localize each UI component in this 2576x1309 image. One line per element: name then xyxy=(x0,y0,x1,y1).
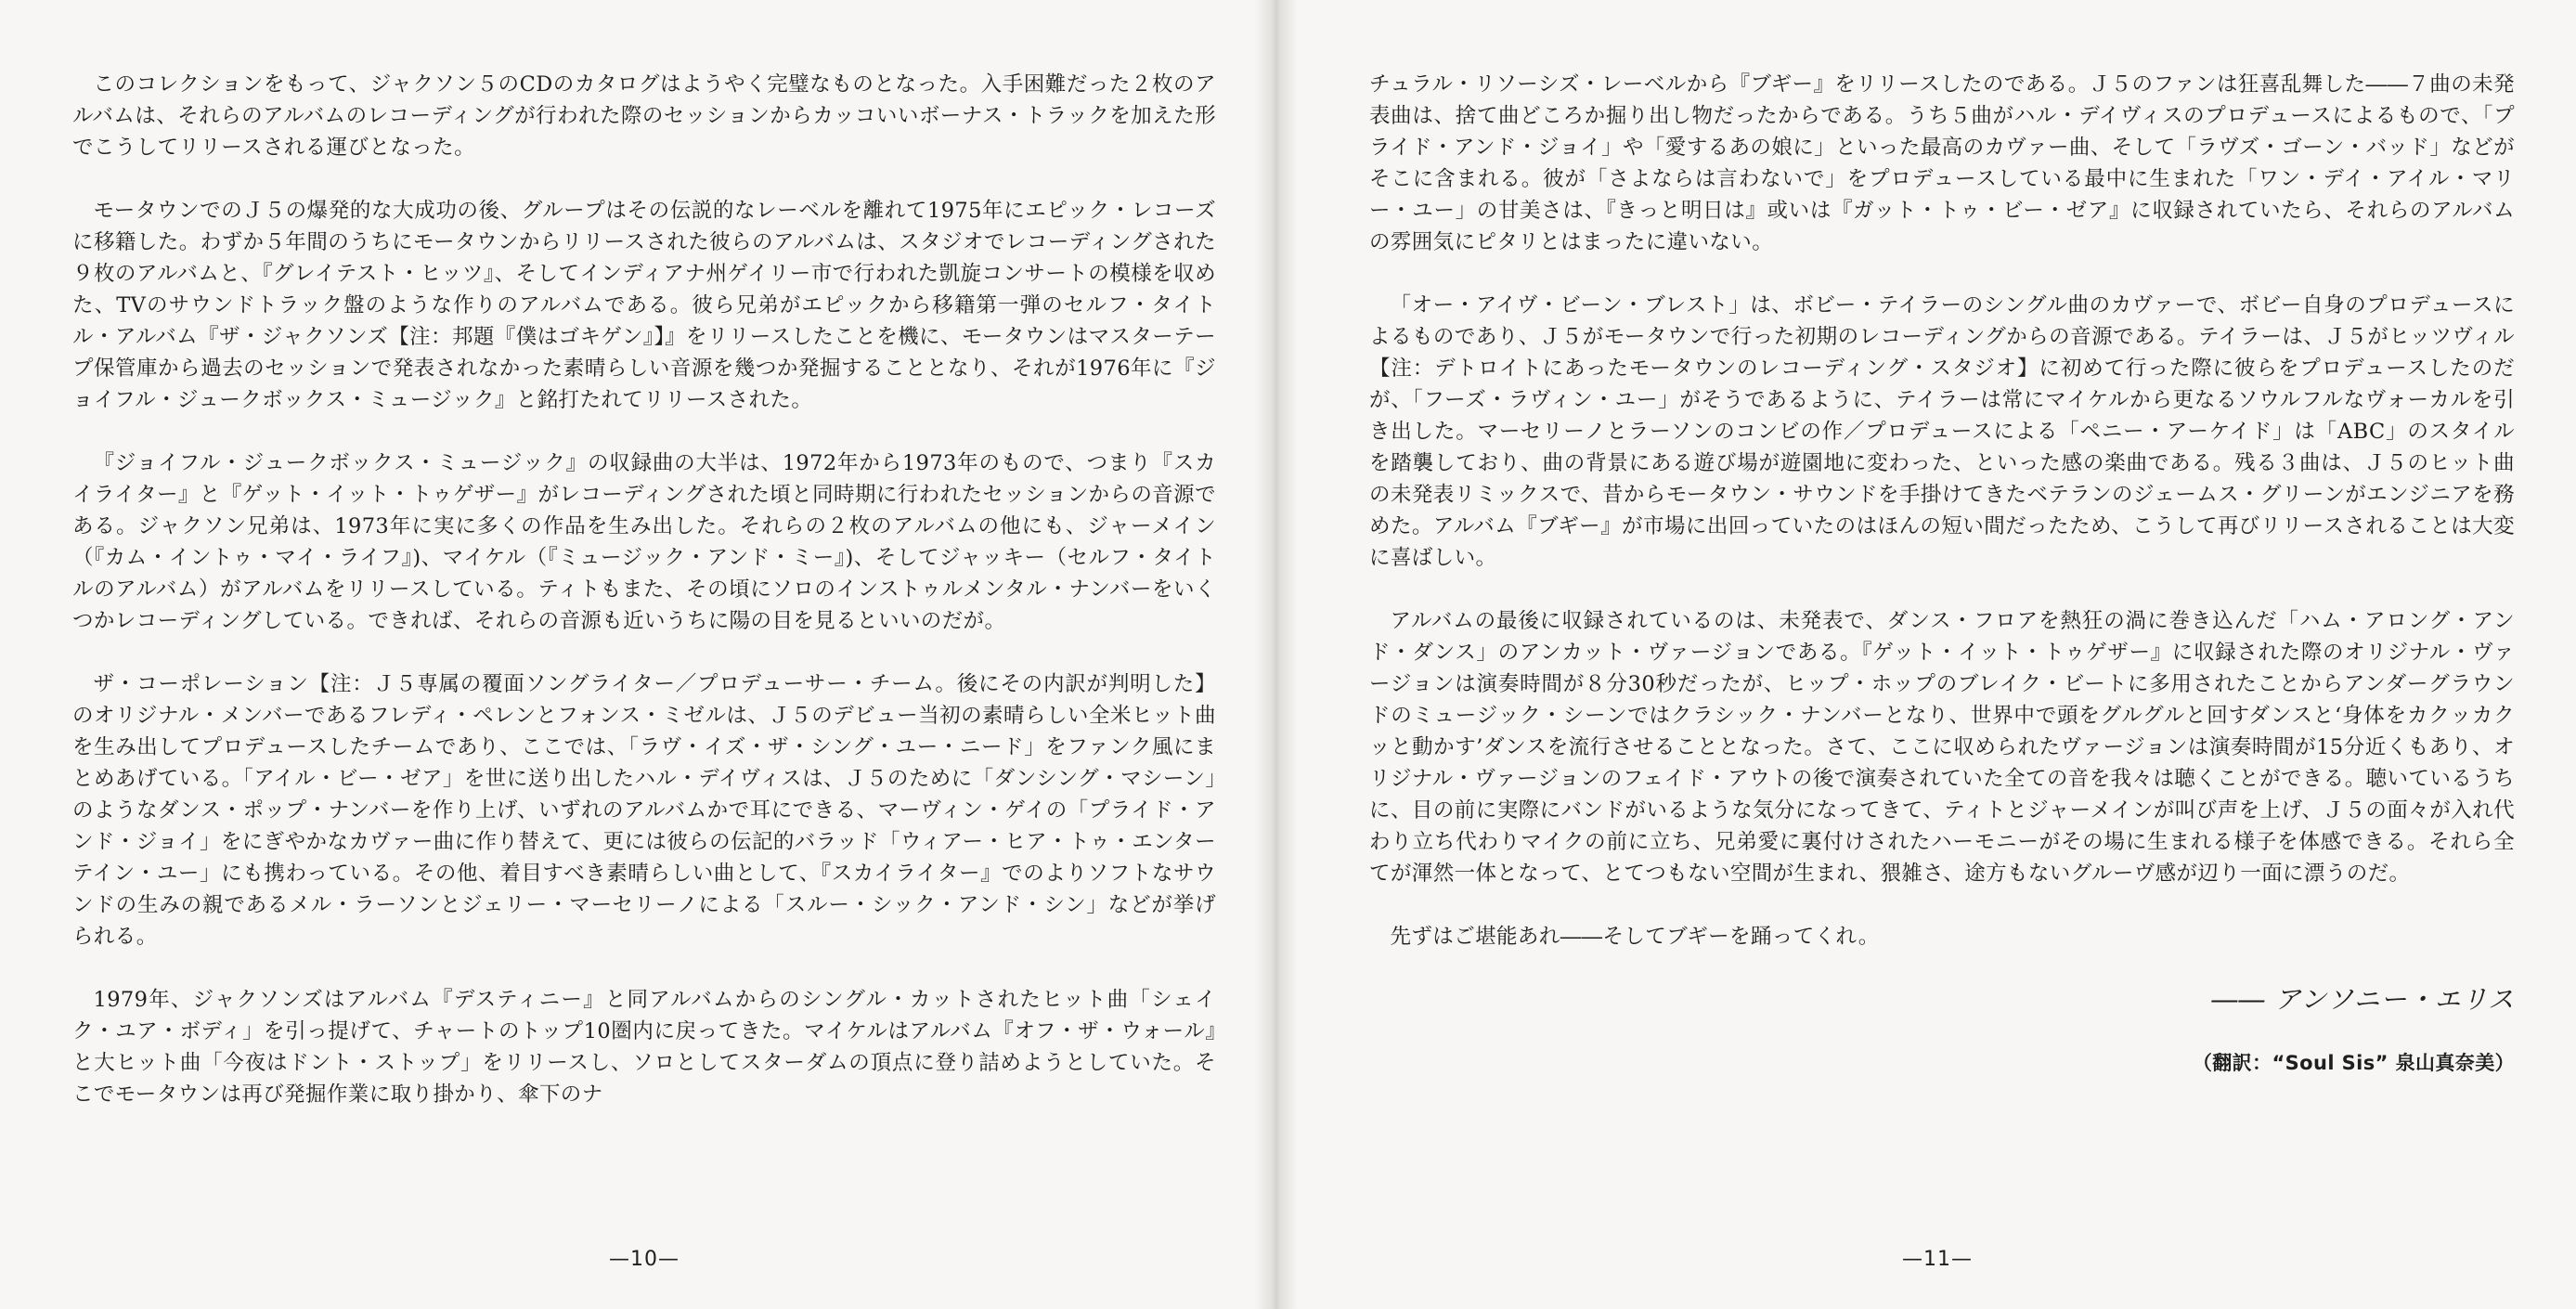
paragraph: 「オー・アイヴ・ビーン・ブレスト」は、ボビー・テイラーのシングル曲のカヴァーで、ボビー自身のプロデュースによるものであり、Ｊ５がモータウンで行った初期のレコーディングからの音源である。テイラーは、Ｊ５がヒッツヴィル【注：デトロイトにあったモータウンのレコーディング・スタジオ】に初めて行った際に彼らをプロデュースしたのだが、「フーズ・ラヴィン・ユー」がそうであるように、テイラーは常にマイケルから更なるソウルフルなヴォーカルを引き出した。マーセリーノとラーソンのコンビの作／プロデュースによる「ペニー・アーケイド」は「ABC」のスタイルを踏襲しており、曲の背景にある遊び場が遊園地に変わった、といった感の楽曲である。残る３曲は、Ｊ５のヒット曲の未発表リミックスで、昔からモータウン・サウンドを手掛けてきたベテランのジェームス・グリーンがエンジニアを務めた。アルバム『ブギー』が市場に出回っていたのはほんの短い間だったため、こうして再びリリースされることは大変に喜ばしい。 xyxy=(1369,293,2515,570)
paragraph: チュラル・リソーシズ・レーベルから『ブギー』をリリースしたのである。Ｊ５のファンは狂喜乱舞した――７曲の未発表曲は、捨て曲どころか掘り出し物だったからである。うち５曲がハル・デイヴィスのプロデュースによるもので、「プライド・アンド・ジョイ」や「愛するあの娘に」といった最高のカヴァー曲、そして「ラヴズ・ゴーン・バッド」などがそこに含まれる。彼が「さよならは言わないで」をプロデュースしている最中に生まれた「ワン・デイ・アイル・マリー・ユー」の甘美さは、『きっと明日は』或いは『ガット・トゥ・ビー・ゼア』に収録されていたら、それらのアルバムの雰囲気にピタリとはまったに違いない。 xyxy=(1369,72,2515,254)
book-spine-gutter xyxy=(1255,0,1298,1309)
author-signature: ―― アンソニー・エリス xyxy=(2211,984,2515,1015)
paragraph: 『ジョイフル・ジュークボックス・ミュージック』の収録曲の大半は、1972年から1973年のもので、つまり『スカイライター』と『ゲット・イット・トゥゲザー』がレコーディングされた頃と同時期に行われたセッションからの音源である。ジャクソン兄弟は、1973年に実に多くの作品を生み出した。それらの２枚のアルバムの他にも、ジャーメイン（『カム・イントゥ・マイ・ライフ』)、マイケル（『ミュージック・アンド・ミー』)、そしてジャッキー（セルフ・タイトルのアルバム）がアルバムをリリースしている。ティトもまた、その頃にソロのインストゥルメンタル・ナンバーをいくつかレコーディングしている。できれば、それらの音源も近いうちに陽の目を見るといいのだが。 xyxy=(72,451,1216,633)
left-page-text xyxy=(72,69,1216,1142)
paragraph: 1979年、ジャクソンズはアルバム『デスティニー』と同アルバムからのシングル・カットされたヒット曲「シェイク・ユア・ボディ」を引っ提げて、チャートのトップ10圏内に戻ってきた。マイケルはアルバム『オフ・ザ・ウォール』と大ヒット曲「今夜はドント・ストップ」をリリースし、ソロとしてスターダムの頂点に登り詰めようとしていた。そこでモータウンは再び発掘作業に取り掛かり、傘下のナ xyxy=(72,988,1216,1107)
closing-line: 先ずはご堪能あれ――そしてブギーを踊ってくれ。 xyxy=(1390,925,1880,949)
right-page xyxy=(1276,0,2576,1309)
paragraph: ザ・コーポレーション【注：Ｊ５専属の覆面ソングライター／プロデューサー・チーム。後にその内訳が判明した】のオリジナル・メンバーであるフレディ・ペレンとフォンス・ミゼルは、Ｊ５のデビュー当初の素晴らしい全米ヒット曲を生み出してプロデュースしたチームであり、ここでは、「ラヴ・イズ・ザ・シング・ユー・ニード」をファンク風にまとめあげている。「アイル・ビー・ゼア」を世に送り出したハル・デイヴィスは、Ｊ５のために「ダンシング・マシーン」のようなダンス・ポップ・ナンバーを作り上げ、いずれのアルバムかで耳にできる、マーヴィン・ゲイの「プライド・アンド・ジョイ」をにぎやかなカヴァー曲に作り替えて、更には彼らの伝記的バラッド「ウィアー・ヒア・トゥ・エンターテイン・ユー」にも携わっている。その他、着目すべき素晴らしい曲として、『スカイライター』でのよりソフトなサウンドの生みの親であるメル・ラーソンとジェリー・マーセリーノによる「スルー・シック・アンド・シン」などが挙げられる。 xyxy=(72,672,1216,949)
paragraph: このコレクションをもって、ジャクソン５のCDのカタログはようやく完璧なものとなった。入手困難だった２枚のアルバムは、それらのアルバムのレコーディングが行われた際のセッションからカッコいいボーナス・トラックを加えた形でこうしてリリースされる運びとなった。 xyxy=(72,72,1216,160)
right-page-text xyxy=(1369,69,2515,1110)
translator-credit: （翻訳：“Soul Sis” 泉山真奈美） xyxy=(2192,1052,2515,1074)
paragraph: モータウンでのＪ５の爆発的な大成功の後、グループはその伝説的なレーベルを離れて1975年にエピック・レコーズに移籍した。わずか５年間のうちにモータウンからリリースされた彼らのアルバムは、スタジオでレコーディングされた９枚のアルバムと、『グレイテスト・ヒッツ』、そしてインディアナ州ゲイリー市で行われた凱旋コンサートの模様を収めた、TVのサウンドトラック盤のような作りのアルバムである。彼ら兄弟がエピックから移籍第一弾のセルフ・タイトル・アルバム『ザ・ジャクソンズ【注：邦題『僕はゴキゲン』】』をリリースしたことを機に、モータウンはマスターテープ保管庫から過去のセッションで発表されなかった素晴らしい音源を幾つか発掘することとなり、それが1976年に『ジョイフル・ジュークボックス・ミュージック』と銘打たれてリリースされた。 xyxy=(72,199,1216,412)
paragraph: アルバムの最後に収録されているのは、未発表で、ダンス・フロアを熱狂の渦に巻き込んだ「ハム・アロング・アンド・ダンス」のアンカット・ヴァージョンである。『ゲット・イット・トゥゲザー』に収録された際のオリジナル・ヴァージョンは演奏時間が８分30秒だったが、ヒップ・ホップのブレイク・ビートに多用されたことからアンダーグラウンドのミュージック・シーンではクラシック・ナンバーとなり、世界中で頭をグルグルと回すダンスと‘身体をカクッカクッと動かす’ダンスを流行させることとなった。さて、ここに収められたヴァージョンは演奏時間が15分近くもあり、オリジナル・ヴァージョンのフェイド・アウトの後で演奏されていた全ての音を我々は聴くことができる。聴いているうちに、目の前に実際にバンドがいるような気分になってきて、ティトとジャーメインが叫び声を上げ、Ｊ５の面々が入れ代わり立ち代わりマイクの前に立ち、兄弟愛に裏付けされたハーモニーがその場に生まれる様子を体感できる。それら全てが渾然一体となって、とてつもない空間が生まれ、猥雑さ、途方もないグルーヴ感が辺り一面に漂うのだ。 xyxy=(1369,609,2515,886)
page-number: —10— xyxy=(609,1248,680,1271)
page-number: —11— xyxy=(1902,1248,1973,1271)
left-page xyxy=(0,0,1276,1309)
